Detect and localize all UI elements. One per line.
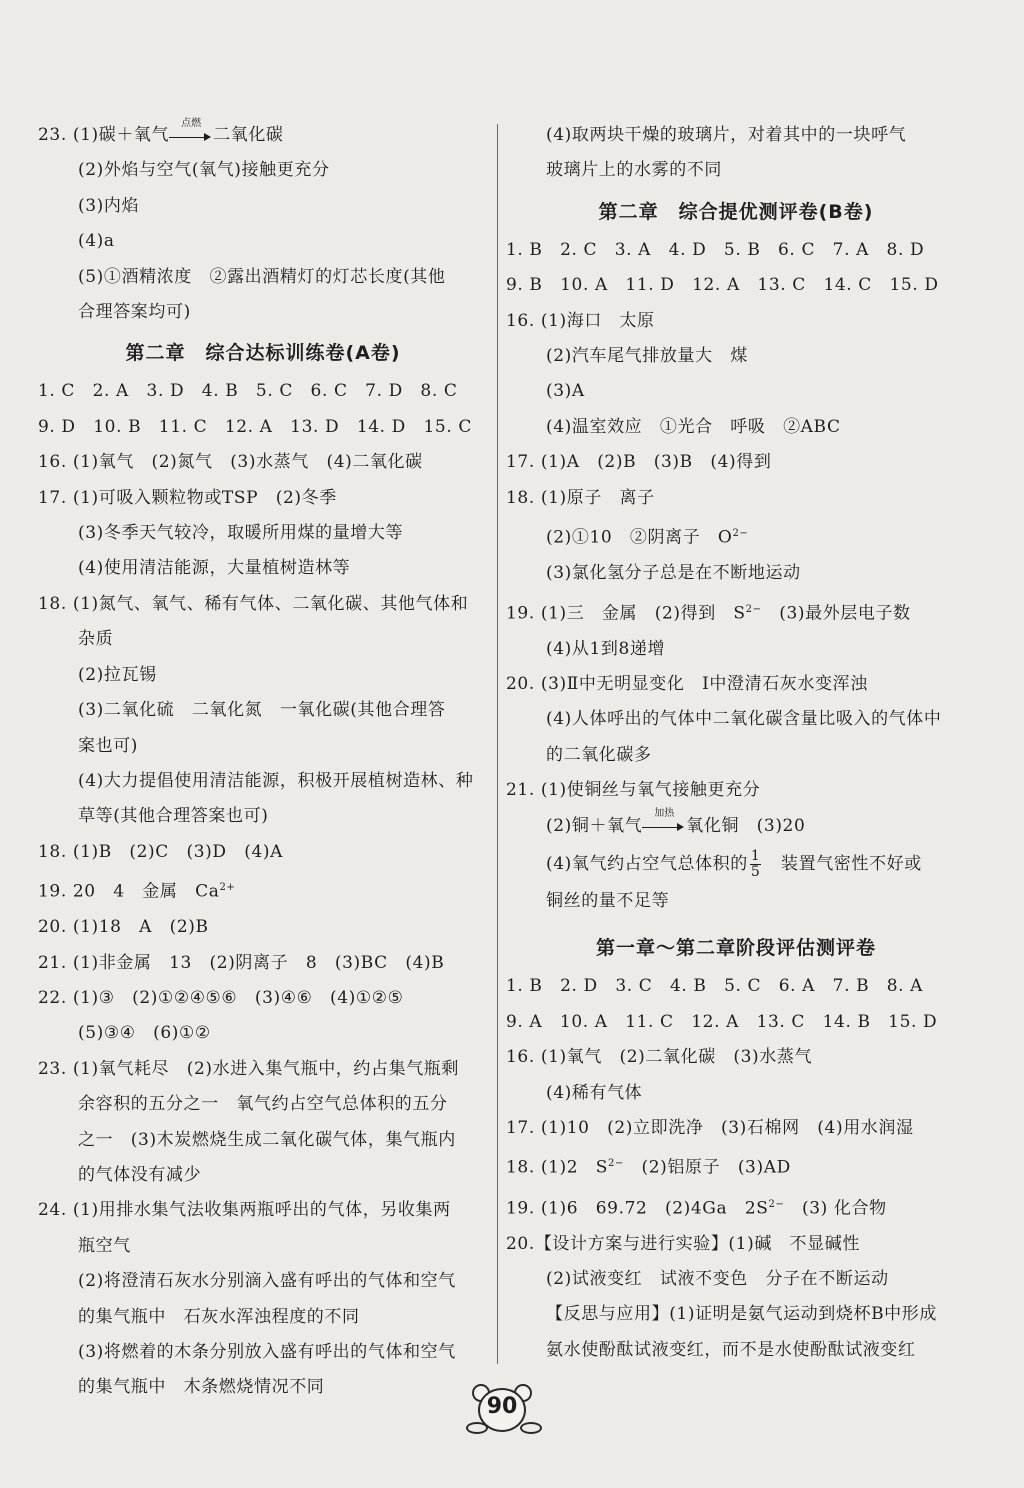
answer-line: 19. (1)6 69.72 (2)4Ga $2S^{2-}$ (3) 化合物	[506, 1198, 887, 1219]
answer-line: 的二氧化碳多	[546, 744, 652, 765]
reaction-arrow: 加热	[642, 819, 686, 833]
answer-line: 9. B 10. A 11. D 12. A 13. C 14. C 15. D	[506, 275, 939, 296]
answer-line: (4)使用清洁能源，大量植树造林等	[78, 558, 351, 579]
left-column	[38, 118, 488, 1406]
answer-line: 18. (1)B (2)C (3)D (4)A	[38, 841, 283, 862]
page-number: 90	[486, 1394, 518, 1419]
answer-line: (5)③④ (6)①②	[78, 1023, 211, 1044]
right-column	[506, 118, 966, 1368]
answer-line: 16. (1)氧气 (2)二氧化碳 (3)水蒸气	[506, 1047, 813, 1068]
answer-line: 杂质	[78, 629, 114, 650]
answer-line: (4)从1到8递增	[546, 638, 666, 659]
answer-line: (4)人体呼出的气体中二氧化碳含量比吸入的气体中	[546, 709, 942, 730]
answer-line: 9. D 10. B 11. C 12. A 13. D 14. D 15. C	[38, 416, 472, 437]
section-heading-c: 第一章～第二章阶段评估测评卷	[595, 937, 876, 960]
answer-line: 17. (1)A (2)B (3)B (4)得到	[506, 452, 772, 473]
answer-line: (3)二氧化硫 二氧化氮 一氧化碳(其他合理答	[78, 700, 446, 721]
page-number-badge	[462, 1384, 540, 1436]
answer-line: 【反思与应用】(1)证明是氨气运动到烧杯B中形成	[546, 1304, 937, 1325]
fraction: $\frac{1}{5}$	[750, 848, 761, 881]
answer-line: 22. (1)③ (2)①②④⑤⑥ (3)④⑥ (4)①②⑤	[38, 988, 404, 1008]
badge-foot-icon	[520, 1422, 542, 1434]
answer-line: 20. (3)Ⅱ中无明显变化 Ⅰ中澄清石灰水变浑浊	[506, 674, 868, 694]
answer-line: 18. (1)原子 离子	[506, 487, 655, 508]
answer-line: 铜丝的量不足等	[546, 891, 670, 912]
answer-line: 之一 (3)木炭燃烧生成二氧化碳气体，集气瓶内	[78, 1129, 456, 1150]
answer-line: (2)拉瓦锡	[78, 664, 157, 685]
answer-line: 19. (1)三 金属 (2)得到 $S^{2-}$ (3)最外层电子数	[506, 603, 911, 624]
answer-line: 的气体没有减少	[78, 1165, 202, 1186]
answer-line: 1. C 2. A 3. D 4. B 5. C 6. C 7. D 8. C	[38, 381, 458, 402]
answer-line: 24. (1)用排水集气法收集两瓶呼出的气体，另收集两	[38, 1200, 451, 1221]
answer-line: 草等(其他合理答案也可)	[78, 806, 269, 827]
answer-line: 20. (1)18 A (2)B	[38, 917, 209, 938]
answer-line: 1. B 2. D 3. C 4. B 5. C 6. A 7. B 8. A	[506, 976, 924, 997]
answer-line: 23. (1)氧气耗尽 (2)水进入集气瓶中，约占集气瓶剩	[38, 1058, 459, 1079]
reaction-arrow: 点燃	[169, 129, 213, 143]
answer-line: 20.【设计方案与进行实验】(1)碱 不显碱性	[506, 1233, 860, 1254]
section-heading-a: 第二章 综合达标训练卷(A卷)	[125, 342, 401, 365]
answer-line: 瓶空气	[78, 1235, 131, 1256]
answer-line: (2)汽车尾气排放量大 煤	[546, 346, 748, 367]
answer-line: 9. A 10. A 11. C 12. A 13. C 14. B 15. D	[506, 1011, 938, 1032]
answer-line: (4)温室效应 ①光合 呼吸 ②ABC	[546, 416, 841, 437]
answer-line: (3)氯化氢分子总是在不断地运动	[546, 563, 801, 584]
answer-line: (2)外焰与空气(氧气)接触更充分	[78, 160, 330, 181]
answer-line: (2)①10 ②阴离子 $O^{2-}$	[546, 527, 749, 548]
answer-line: 21. (1)使铜丝与氧气接触更充分	[506, 780, 761, 801]
answer-line: 16. (1)氧气 (2)氮气 (3)水蒸气 (4)二氧化碳	[38, 452, 423, 473]
answer-line: 18. (1)氮气、氧气、稀有气体、二氧化碳、其他气体和	[38, 593, 469, 614]
answer-line: 的集气瓶中 石灰水浑浊程度的不同	[78, 1306, 360, 1327]
answer-line: (3)内焰	[78, 195, 140, 216]
answer-line: 18. (1)2 $S^{2-}$ (2)铝原子 (3)AD	[506, 1158, 791, 1179]
answer-line: 17. (1)可吸入颗粒物或TSP (2)冬季	[38, 487, 337, 508]
column-divider	[497, 124, 498, 1364]
answer-line: (4)氧气约占空气总体积的 $\frac{1}{5}$ 装置气密性不好或	[546, 848, 922, 881]
answer-line: 玻璃片上的水雾的不同	[546, 160, 722, 181]
answer-line: (2)试液变红 试液不变色 分子在不断运动	[546, 1269, 889, 1289]
answer-line: (4)稀有气体	[546, 1082, 643, 1103]
answer-line: 的集气瓶中 木条燃烧情况不同	[78, 1377, 325, 1398]
answer-line: 19. 20 4 金属 $Ca^{2+}$	[38, 881, 236, 902]
answer-line: 16. (1)海口 太原	[506, 310, 655, 331]
answer-line: 案也可)	[78, 735, 139, 756]
answer-line: 23. (1)碳＋氧气 点燃 二氧化碳	[38, 117, 284, 145]
answer-line: 余容积的五分之一 氧气约占空气总体积的五分	[78, 1094, 448, 1115]
answer-line: (3)将燃着的木条分别放入盛有呼出的气体和空气	[78, 1342, 456, 1363]
answer-line: (4)大力提倡使用清洁能源，积极开展植树造林、种	[78, 770, 474, 791]
answer-line: (4)a	[78, 231, 115, 252]
answer-line: 21. (1)非金属 13 (2)阴离子 8 (3)BC (4)B	[38, 952, 445, 973]
answer-line: (3)冬季天气较冷，取暖所用煤的量增大等	[78, 523, 404, 544]
answer-line: (3)A	[546, 381, 585, 402]
answer-line: 1. B 2. C 3. A 4. D 5. B 6. C 7. A 8. D	[506, 239, 925, 260]
badge-foot-icon	[466, 1422, 488, 1434]
answer-line: 17. (1)10 (2)立即洗净 (3)石棉网 (4)用水润湿	[506, 1118, 914, 1139]
section-heading-b: 第二章 综合提优测评卷(B卷)	[598, 200, 874, 223]
answer-line: (5)①酒精浓度 ②露出酒精灯的灯芯长度(其他	[78, 266, 446, 287]
answer-line: 氨水使酚酞试液变红，而不是水使酚酞试液变红	[546, 1339, 916, 1360]
answer-line: (2)铜＋氧气 加热 氧化铜 (3)20	[546, 808, 806, 836]
answer-line: (4)取两块干燥的玻璃片，对着其中的一块呼气	[546, 125, 907, 145]
answer-line: 合理答案均可)	[78, 302, 191, 323]
answer-line: (2)将澄清石灰水分别滴入盛有呼出的气体和空气	[78, 1271, 456, 1292]
